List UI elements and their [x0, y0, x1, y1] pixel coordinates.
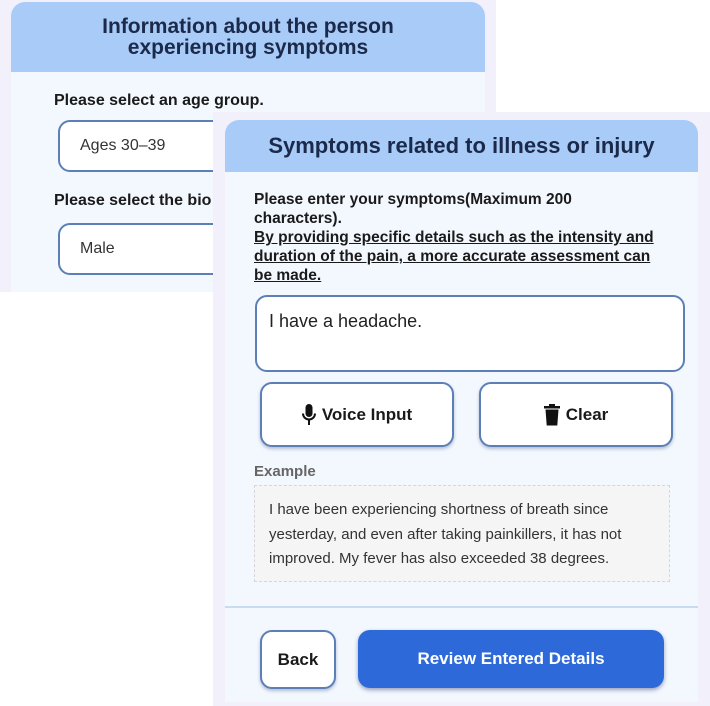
example-label: Example	[254, 463, 316, 480]
example-text: I have been experiencing shortness of breath since yesterday, and even after taking painkillers, it has not improved. My fever has also exceeded 38 degrees.	[254, 485, 670, 582]
back-button[interactable]	[260, 630, 336, 689]
symptoms-panel	[213, 112, 710, 706]
biological-sex-label: Please select the bio	[54, 192, 212, 209]
symptoms-card	[225, 120, 698, 702]
clear-label: Clear	[565, 404, 609, 424]
footer-divider	[225, 606, 698, 608]
symptoms-instructions	[254, 190, 654, 285]
biological-sex-value: Male	[80, 240, 115, 257]
back-label: Back	[277, 649, 319, 669]
voice-input-label: Voice Input	[321, 404, 413, 424]
personal-info-title: Information about the person experiencing symptoms	[11, 2, 485, 72]
age-group-label: Please select an age group.	[54, 92, 264, 109]
symptoms-title: Symptoms related to illness or injury	[225, 120, 698, 172]
symptom-textarea[interactable]	[255, 295, 685, 372]
review-label: Review Entered Details	[417, 649, 605, 668]
voice-input-button[interactable]	[260, 382, 454, 447]
clear-button[interactable]	[479, 382, 673, 447]
age-group-value: Ages 30–39	[80, 137, 166, 154]
instruction-text: Please enter your symptoms(Maximum 200 characters).	[254, 191, 572, 227]
trash-icon	[544, 404, 560, 426]
instruction-note: By providing specific details such as the intensity and duration of the pain, a more accurate assessment can be made.	[254, 229, 654, 284]
microphone-icon	[302, 404, 316, 426]
review-entered-details-button[interactable]	[358, 630, 664, 688]
